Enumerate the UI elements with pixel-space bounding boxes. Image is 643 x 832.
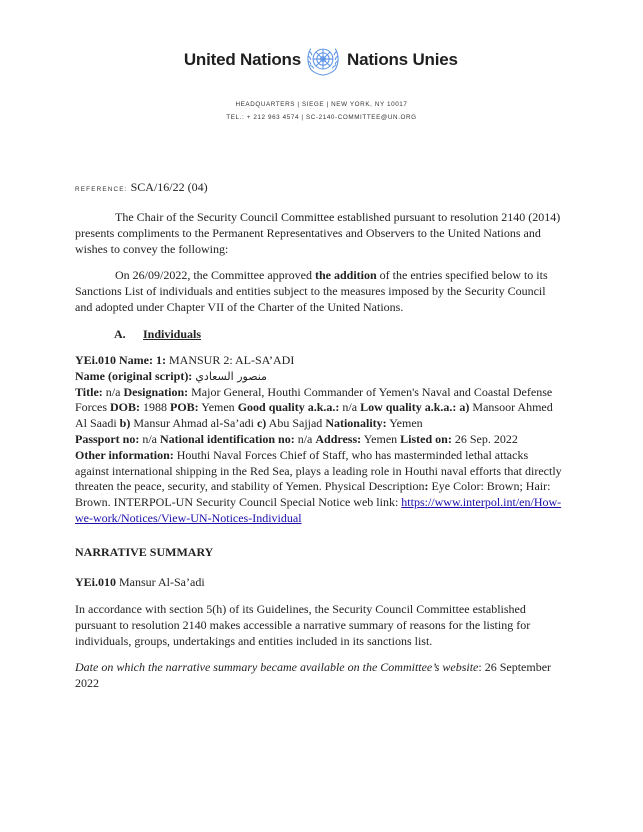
narrative-paragraph: In accordance with section 5(h) of its Guidelines, the Security Council Committee established pursuant to resolution 2140 makes accessible a narrative summary of reasons for the listing for individuals, groups, undertakings and entities included in its sanctions list. [75, 602, 531, 648]
national-id-value: n/a [294, 431, 316, 446]
title-value: n/a [102, 384, 124, 399]
interpol-notice-link[interactable]: https://www.interpol.int/en/How-we-work/Notices/View-UN-Notices-Individual [75, 495, 562, 525]
other-info-value: Houthi Naval Forces Chief of Staff, who has masterminded lethal attacks against international shipping in the Red Sea, plays a leading role in Houthi naval efforts that directly threaten the peace, security, and stability of Yemen. Physical Description [75, 447, 562, 494]
national-id-label: National identification no: [160, 431, 295, 446]
org-name-french: Nations Unies [347, 50, 458, 69]
dob-value: 1988 [140, 400, 170, 415]
passport-value: n/a [139, 431, 161, 446]
narrative-heading: NARRATIVE SUMMARY [75, 545, 214, 559]
other-info-tail: Eye Color: Brown; Hair: Brown. INTERPOL-UN Security Council Special Notice web link: [75, 479, 551, 510]
un-emblem-icon [304, 43, 342, 77]
narrative-date-value: : 26 September 2022 [75, 660, 552, 690]
reference-value: SCA/16/22 (04) [130, 180, 208, 194]
contact-line: TEL.: + 212 963 4574 | SC-2140-COMMITTEE@UN.ORG [226, 114, 417, 121]
address-value: Yemen [361, 431, 401, 446]
other-info-label: Other information: [75, 447, 174, 462]
reference-label: REFERENCE: [75, 186, 128, 193]
section-title: Individuals [143, 327, 202, 341]
dob-label: DOB: [110, 400, 140, 415]
original-script-value: منصور السعادي [195, 369, 267, 383]
narrative-date [75, 660, 563, 692]
section-letter: A. [114, 327, 126, 341]
low-aka-b-label: b) [119, 416, 131, 431]
letterhead [0, 40, 643, 80]
address-line: HEADQUARTERS | SIEGE | NEW YORK, NY 10017 [235, 101, 408, 108]
passport-label: Passport no: [75, 431, 140, 446]
narrative-reference [75, 575, 205, 590]
entry-id-name-label: YEi.010 Name: 1: [75, 353, 166, 367]
listed-on-label: Listed on: [400, 431, 452, 446]
pob-label: POB: [170, 400, 199, 415]
address-label: Address: [315, 431, 362, 446]
entry-name-value: MANSUR 2: AL-SA’ADI [165, 353, 295, 367]
good-aka-label: Good quality a.k.a.: [237, 400, 340, 415]
low-aka-a: Mansoor Ahmed Al Saadi [75, 400, 553, 431]
original-script-label: Name (original script): [75, 368, 193, 383]
pob-value: Yemen [198, 400, 238, 415]
reference-line [75, 180, 208, 195]
other-info-colon: : [424, 479, 429, 494]
nationality-label: Nationality: [325, 416, 387, 431]
org-name-english: United Nations [183, 50, 301, 69]
approval-text-before: On 26/09/2022, the Committee approved [115, 268, 315, 282]
narrative-date-label: Date on which the narrative summary became available on the Committee’s website [75, 660, 479, 674]
title-label: Title: [75, 384, 103, 399]
low-aka-b: Mansur Ahmad al-Sa’adi [130, 416, 257, 431]
designation-label: Designation: [123, 384, 189, 399]
narrative-ref-name: Mansur Al-Sa’adi [116, 575, 205, 589]
intro-paragraph: The Chair of the Security Council Committee established pursuant to resolution 2140 (2014) presents compliments to the Permanent Representatives and Observers to the United Nations and wishes to convey the following: [75, 210, 561, 256]
listed-on-value: 26 Sep. 2022 [451, 431, 518, 446]
approval-text-after: of the entries specified below to its Sanctions List of individuals and entities subject to the measures imposed by the Security Council and adopted under Chapter VII of the Charter of the United Nations. [75, 268, 548, 314]
sanctions-entry [75, 353, 563, 527]
low-aka-c: Abu Sajjad [266, 416, 326, 431]
narrative-ref-id: YEi.010 [75, 575, 117, 589]
designation-value: Major General, Houthi Commander of Yemen's Naval and Coastal Defense Forces [75, 384, 553, 415]
good-aka-value: n/a [339, 400, 361, 415]
low-aka-label: Low quality a.k.a.: a) [360, 400, 470, 415]
low-aka-c-label: c) [256, 416, 267, 431]
approval-text-bold: the addition [314, 268, 377, 282]
nationality-value: Yemen [386, 416, 423, 431]
approval-paragraph [75, 268, 563, 315]
